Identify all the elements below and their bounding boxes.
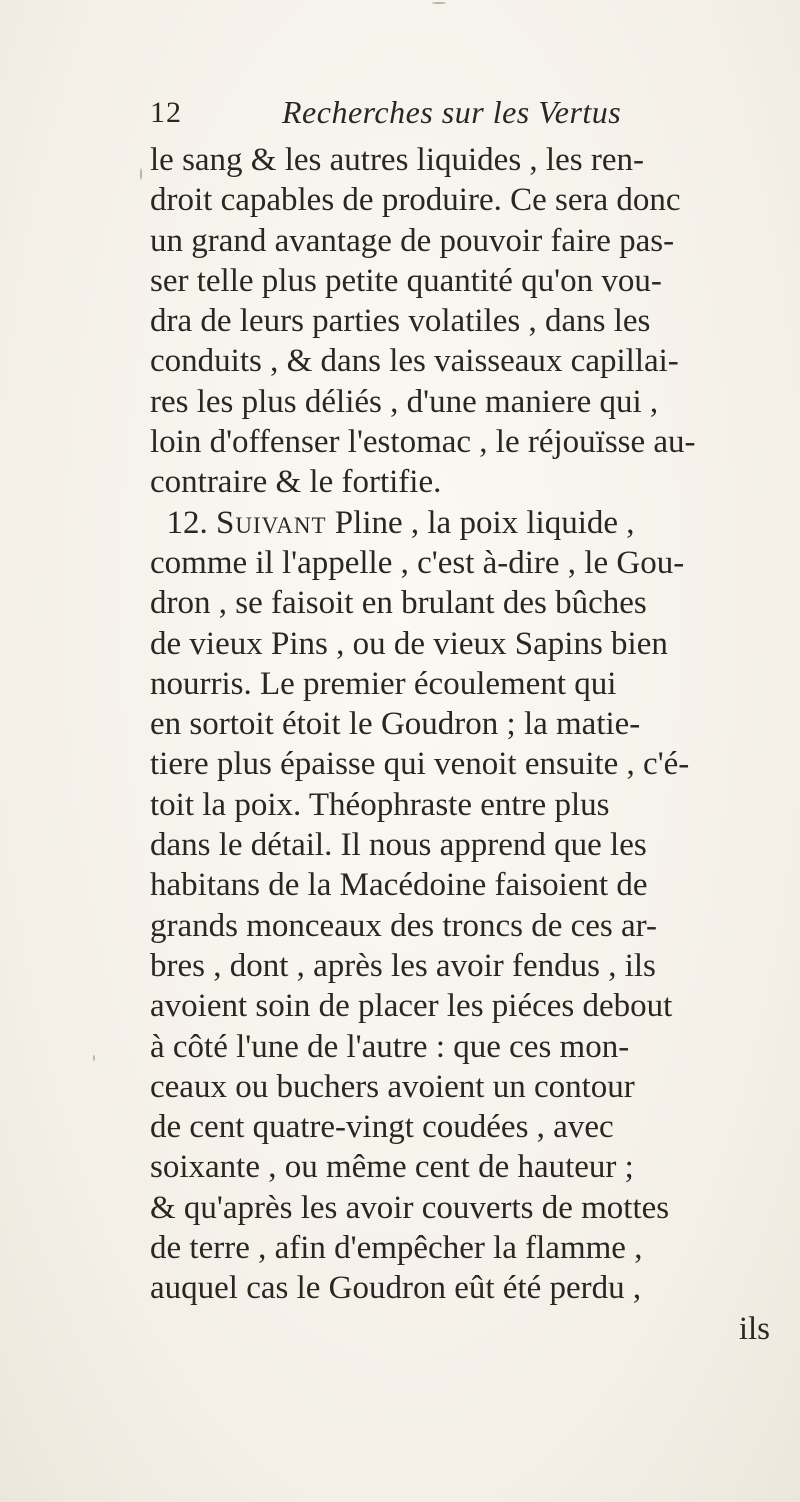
text-line: ceaux ou buchers avoient un contour: [150, 1068, 635, 1105]
page-number: 12: [150, 96, 182, 129]
text-line: comme il l'appelle , c'est à-dire , le Gou-: [150, 544, 685, 581]
text-line: loin d'offenser l'estomac , le réjouïsse au-: [150, 424, 696, 461]
text-line: ser telle plus petite quantité qu'on vou-: [150, 262, 662, 299]
text-line: contraire & le fortifie.: [150, 464, 442, 501]
text-line: en sortoit étoit le Goudron ; la matie-: [150, 706, 641, 743]
running-title: Recherches sur les Vertus: [282, 94, 622, 130]
text-line: grands monceaux des troncs de ces ar-: [150, 907, 657, 944]
catchword: ils: [738, 1310, 770, 1347]
text-line: habitans de la Macédoine faisoient de: [150, 867, 648, 904]
text-line: dra de leurs parties volatiles , dans les: [150, 303, 651, 340]
page-header: [150, 94, 670, 138]
text-line: de vieux Pins , ou de vieux Sapins bien: [150, 625, 668, 662]
text-line: nourris. Le premier écoulement qui: [150, 665, 617, 702]
text-line: droit capables de produire. Ce sera donc: [150, 182, 681, 219]
paragraph-12-first-line: [150, 503, 770, 543]
paragraph-lead-word: Suivant: [216, 504, 327, 541]
text-line: le sang & les autres liquides , les ren-: [150, 142, 644, 178]
text-line: soixante , ou même cent de hauteur ;: [150, 1149, 634, 1186]
text-line: toit la poix. Théophraste entre plus: [150, 786, 610, 823]
paragraph-lead-rest: Pline , la poix liquide ,: [326, 504, 635, 541]
paper-speck: [432, 2, 446, 4]
text-line: dans le détail. Il nous apprend que les: [150, 827, 647, 864]
paper-speck: [140, 168, 142, 180]
text-line: res les plus déliés , d'une maniere qui ,: [150, 383, 659, 420]
text-line: bres , dont , après les avoir fendus , ils: [150, 947, 656, 984]
paper-speck: [93, 1055, 95, 1061]
text-line: conduits , & dans les vaisseaux capillai-: [150, 343, 679, 380]
paragraph-number: 12.: [166, 504, 208, 541]
text-line: de cent quatre-vingt coudées , avec: [150, 1109, 614, 1146]
body-text: [150, 140, 770, 1349]
text-line: & qu'après les avoir couverts de mottes: [150, 1189, 670, 1226]
text-line: tiere plus épaisse qui venoit ensuite , c'é-: [150, 746, 690, 783]
text-line: dron , se faisoit en brulant des bûches: [150, 585, 647, 622]
text-line: de terre , afin d'empêcher la flamme ,: [150, 1230, 643, 1267]
text-line: à côté l'une de l'autre : que ces mon-: [150, 1028, 630, 1065]
text-line: auquel cas le Goudron eût été perdu ,: [150, 1270, 642, 1307]
text-line: avoient soin de placer les piéces debout: [150, 988, 673, 1025]
text-line: un grand avantage de pouvoir faire pas-: [150, 222, 675, 259]
